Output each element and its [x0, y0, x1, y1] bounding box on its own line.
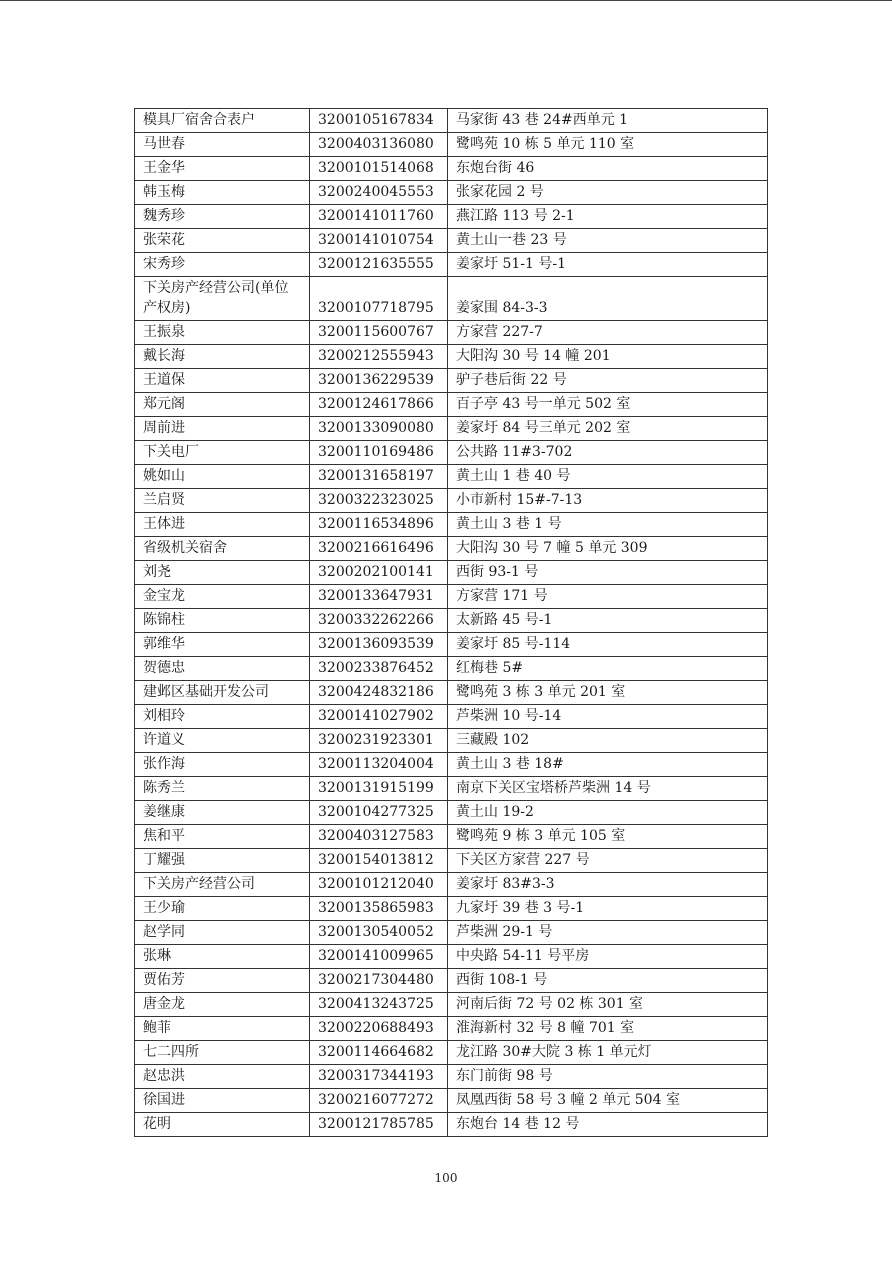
account-number-cell: 3200240045553 [310, 181, 448, 205]
address-cell: 燕江路 113 号 2-1 [448, 205, 768, 229]
address-cell: 龙江路 30#大院 3 栋 1 单元灯 [448, 1041, 768, 1065]
address-cell: 九家圩 39 巷 3 号-1 [448, 897, 768, 921]
account-number-cell: 3200131658197 [310, 465, 448, 489]
account-number-cell: 3200114664682 [310, 1041, 448, 1065]
table-row [135, 393, 768, 417]
account-number-cell: 3200130540052 [310, 921, 448, 945]
name-cell: 省级机关宿舍 [135, 537, 310, 561]
name-cell: 马世春 [135, 133, 310, 157]
account-number-cell: 3200413243725 [310, 993, 448, 1017]
account-number-cell: 3200133647931 [310, 585, 448, 609]
table-row [135, 1017, 768, 1041]
address-cell: 黄土山 1 巷 40 号 [448, 465, 768, 489]
table-row [135, 945, 768, 969]
page-top-border [0, 0, 892, 1]
account-number-cell: 3200322323025 [310, 489, 448, 513]
table-row [135, 657, 768, 681]
account-number-cell: 3200104277325 [310, 801, 448, 825]
address-cell: 鹭鸣苑 10 栋 5 单元 110 室 [448, 133, 768, 157]
table-row [135, 441, 768, 465]
name-cell: 张作海 [135, 753, 310, 777]
table-row [135, 1065, 768, 1089]
table-row [135, 705, 768, 729]
table-row [135, 417, 768, 441]
address-cell: 姜家圩 51-1 号-1 [448, 253, 768, 277]
table-row [135, 513, 768, 537]
table-row [135, 181, 768, 205]
name-cell: 丁耀强 [135, 849, 310, 873]
account-number-cell: 3200115600767 [310, 321, 448, 345]
address-cell: 芦柴洲 10 号-14 [448, 705, 768, 729]
address-cell: 张家花园 2 号 [448, 181, 768, 205]
table-row [135, 1113, 768, 1137]
name-cell: 贾佑芳 [135, 969, 310, 993]
name-cell: 下关房产经营公司 [135, 873, 310, 897]
account-number-cell: 3200135865983 [310, 897, 448, 921]
table-row [135, 465, 768, 489]
account-number-cell: 3200136093539 [310, 633, 448, 657]
table-row [135, 801, 768, 825]
table-row [135, 205, 768, 229]
table-row [135, 681, 768, 705]
address-cell: 方家营 171 号 [448, 585, 768, 609]
name-cell: 花明 [135, 1113, 310, 1137]
table-row [135, 537, 768, 561]
address-cell: 西街 108-1 号 [448, 969, 768, 993]
account-number-cell: 3200105167834 [310, 109, 448, 133]
address-cell: 小市新村 15#-7-13 [448, 489, 768, 513]
table-row [135, 561, 768, 585]
name-cell: 唐金龙 [135, 993, 310, 1017]
account-number-cell: 3200403127583 [310, 825, 448, 849]
table-row [135, 633, 768, 657]
name-cell: 许道义 [135, 729, 310, 753]
address-cell: 黄土山 3 巷 1 号 [448, 513, 768, 537]
address-cell: 姜家围 84-3-3 [448, 277, 768, 321]
name-cell: 建邺区基础开发公司 [135, 681, 310, 705]
address-cell: 驴子巷后街 22 号 [448, 369, 768, 393]
name-cell: 金宝龙 [135, 585, 310, 609]
account-number-cell: 3200124617866 [310, 393, 448, 417]
table-row [135, 133, 768, 157]
table-row [135, 609, 768, 633]
name-cell: 周前进 [135, 417, 310, 441]
address-cell: 大阳沟 30 号 7 幢 5 单元 309 [448, 537, 768, 561]
table-row [135, 157, 768, 181]
account-number-cell: 3200317344193 [310, 1065, 448, 1089]
account-number-cell: 3200101212040 [310, 873, 448, 897]
address-cell: 淮海新村 32 号 8 幢 701 室 [448, 1017, 768, 1041]
account-number-cell: 3200131915199 [310, 777, 448, 801]
table-row [135, 993, 768, 1017]
account-number-cell: 3200141010754 [310, 229, 448, 253]
address-cell: 东炮台 14 巷 12 号 [448, 1113, 768, 1137]
address-cell: 黄土山一巷 23 号 [448, 229, 768, 253]
name-cell: 七二四所 [135, 1041, 310, 1065]
address-cell: 公共路 11#3-702 [448, 441, 768, 465]
name-cell: 刘相玲 [135, 705, 310, 729]
account-number-cell: 3200403136080 [310, 133, 448, 157]
address-cell: 百子亭 43 号一单元 502 室 [448, 393, 768, 417]
name-cell: 韩玉梅 [135, 181, 310, 205]
address-cell: 西街 93-1 号 [448, 561, 768, 585]
table-row [135, 253, 768, 277]
name-cell: 陈锦柱 [135, 609, 310, 633]
address-cell: 东炮台街 46 [448, 157, 768, 181]
address-cell: 鹭鸣苑 9 栋 3 单元 105 室 [448, 825, 768, 849]
account-number-cell: 3200116534896 [310, 513, 448, 537]
address-cell: 三藏殿 102 [448, 729, 768, 753]
address-cell: 姜家圩 84 号三单元 202 室 [448, 417, 768, 441]
account-number-cell: 3200136229539 [310, 369, 448, 393]
address-cell: 姜家圩 85 号-114 [448, 633, 768, 657]
name-cell: 鲍菲 [135, 1017, 310, 1041]
name-cell: 陈秀兰 [135, 777, 310, 801]
table-row [135, 777, 768, 801]
account-number-cell: 3200107718795 [310, 277, 448, 321]
name-cell: 赵忠洪 [135, 1065, 310, 1089]
address-cell: 鹭鸣苑 3 栋 3 单元 201 室 [448, 681, 768, 705]
address-cell: 姜家圩 83#3-3 [448, 873, 768, 897]
name-cell: 赵学同 [135, 921, 310, 945]
account-number-cell: 3200141027902 [310, 705, 448, 729]
address-cell: 太新路 45 号-1 [448, 609, 768, 633]
name-cell: 张荣花 [135, 229, 310, 253]
address-cell: 凤凰西街 58 号 3 幢 2 单元 504 室 [448, 1089, 768, 1113]
name-cell: 王少瑜 [135, 897, 310, 921]
table-row [135, 849, 768, 873]
address-cell: 大阳沟 30 号 14 幢 201 [448, 345, 768, 369]
name-cell: 刘尧 [135, 561, 310, 585]
address-cell: 中央路 54-11 号平房 [448, 945, 768, 969]
table-row [135, 1041, 768, 1065]
name-cell: 兰启贤 [135, 489, 310, 513]
name-cell: 姚如山 [135, 465, 310, 489]
name-cell: 下关电厂 [135, 441, 310, 465]
table-row [135, 489, 768, 513]
table-row [135, 345, 768, 369]
account-number-cell: 3200141009965 [310, 945, 448, 969]
table-row [135, 321, 768, 345]
name-cell: 戴长海 [135, 345, 310, 369]
table-row [135, 369, 768, 393]
name-cell: 郑元阁 [135, 393, 310, 417]
name-cell: 宋秀珍 [135, 253, 310, 277]
account-number-cell: 3200216616496 [310, 537, 448, 561]
address-cell: 红梅巷 5# [448, 657, 768, 681]
address-cell: 东门前街 98 号 [448, 1065, 768, 1089]
account-number-cell: 3200101514068 [310, 157, 448, 181]
name-cell: 王道保 [135, 369, 310, 393]
account-number-cell: 3200233876452 [310, 657, 448, 681]
name-cell: 王振泉 [135, 321, 310, 345]
table-row [135, 825, 768, 849]
records-table-body [135, 109, 768, 1137]
address-cell: 河南后街 72 号 02 栋 301 室 [448, 993, 768, 1017]
table-row [135, 1089, 768, 1113]
address-cell: 芦柴洲 29-1 号 [448, 921, 768, 945]
account-number-cell: 3200212555943 [310, 345, 448, 369]
name-cell: 模具厂宿舍合表户 [135, 109, 310, 133]
name-cell: 张琳 [135, 945, 310, 969]
name-cell: 魏秀珍 [135, 205, 310, 229]
table-row [135, 753, 768, 777]
table-row [135, 729, 768, 753]
table-row [135, 109, 768, 133]
account-number-cell: 3200121785785 [310, 1113, 448, 1137]
address-cell: 马家街 43 巷 24#西单元 1 [448, 109, 768, 133]
account-number-cell: 3200133090080 [310, 417, 448, 441]
account-number-cell: 3200332262266 [310, 609, 448, 633]
account-number-cell: 3200202100141 [310, 561, 448, 585]
account-number-cell: 3200110169486 [310, 441, 448, 465]
account-number-cell: 3200141011760 [310, 205, 448, 229]
name-cell: 贺德忠 [135, 657, 310, 681]
name-cell: 徐国进 [135, 1089, 310, 1113]
account-number-cell: 3200216077272 [310, 1089, 448, 1113]
page-number: 100 [434, 1171, 458, 1185]
records-table [134, 108, 768, 1137]
name-cell: 王体进 [135, 513, 310, 537]
name-cell: 姜继康 [135, 801, 310, 825]
name-cell: 焦和平 [135, 825, 310, 849]
table-row [135, 277, 768, 321]
account-number-cell: 3200217304480 [310, 969, 448, 993]
name-cell: 王金华 [135, 157, 310, 181]
table-row [135, 873, 768, 897]
account-number-cell: 3200113204004 [310, 753, 448, 777]
name-cell: 下关房产经营公司(单位产权房) [135, 277, 310, 321]
account-number-cell: 3200154013812 [310, 849, 448, 873]
address-cell: 方家营 227-7 [448, 321, 768, 345]
address-cell: 黄土山 3 巷 18# [448, 753, 768, 777]
account-number-cell: 3200231923301 [310, 729, 448, 753]
table-row [135, 585, 768, 609]
address-cell: 下关区方家营 227 号 [448, 849, 768, 873]
table-row [135, 969, 768, 993]
table-row [135, 229, 768, 253]
table-row [135, 921, 768, 945]
table-row [135, 897, 768, 921]
address-cell: 南京下关区宝塔桥芦柴洲 14 号 [448, 777, 768, 801]
account-number-cell: 3200220688493 [310, 1017, 448, 1041]
account-number-cell: 3200121635555 [310, 253, 448, 277]
address-cell: 黄土山 19-2 [448, 801, 768, 825]
name-cell: 郭维华 [135, 633, 310, 657]
account-number-cell: 3200424832186 [310, 681, 448, 705]
